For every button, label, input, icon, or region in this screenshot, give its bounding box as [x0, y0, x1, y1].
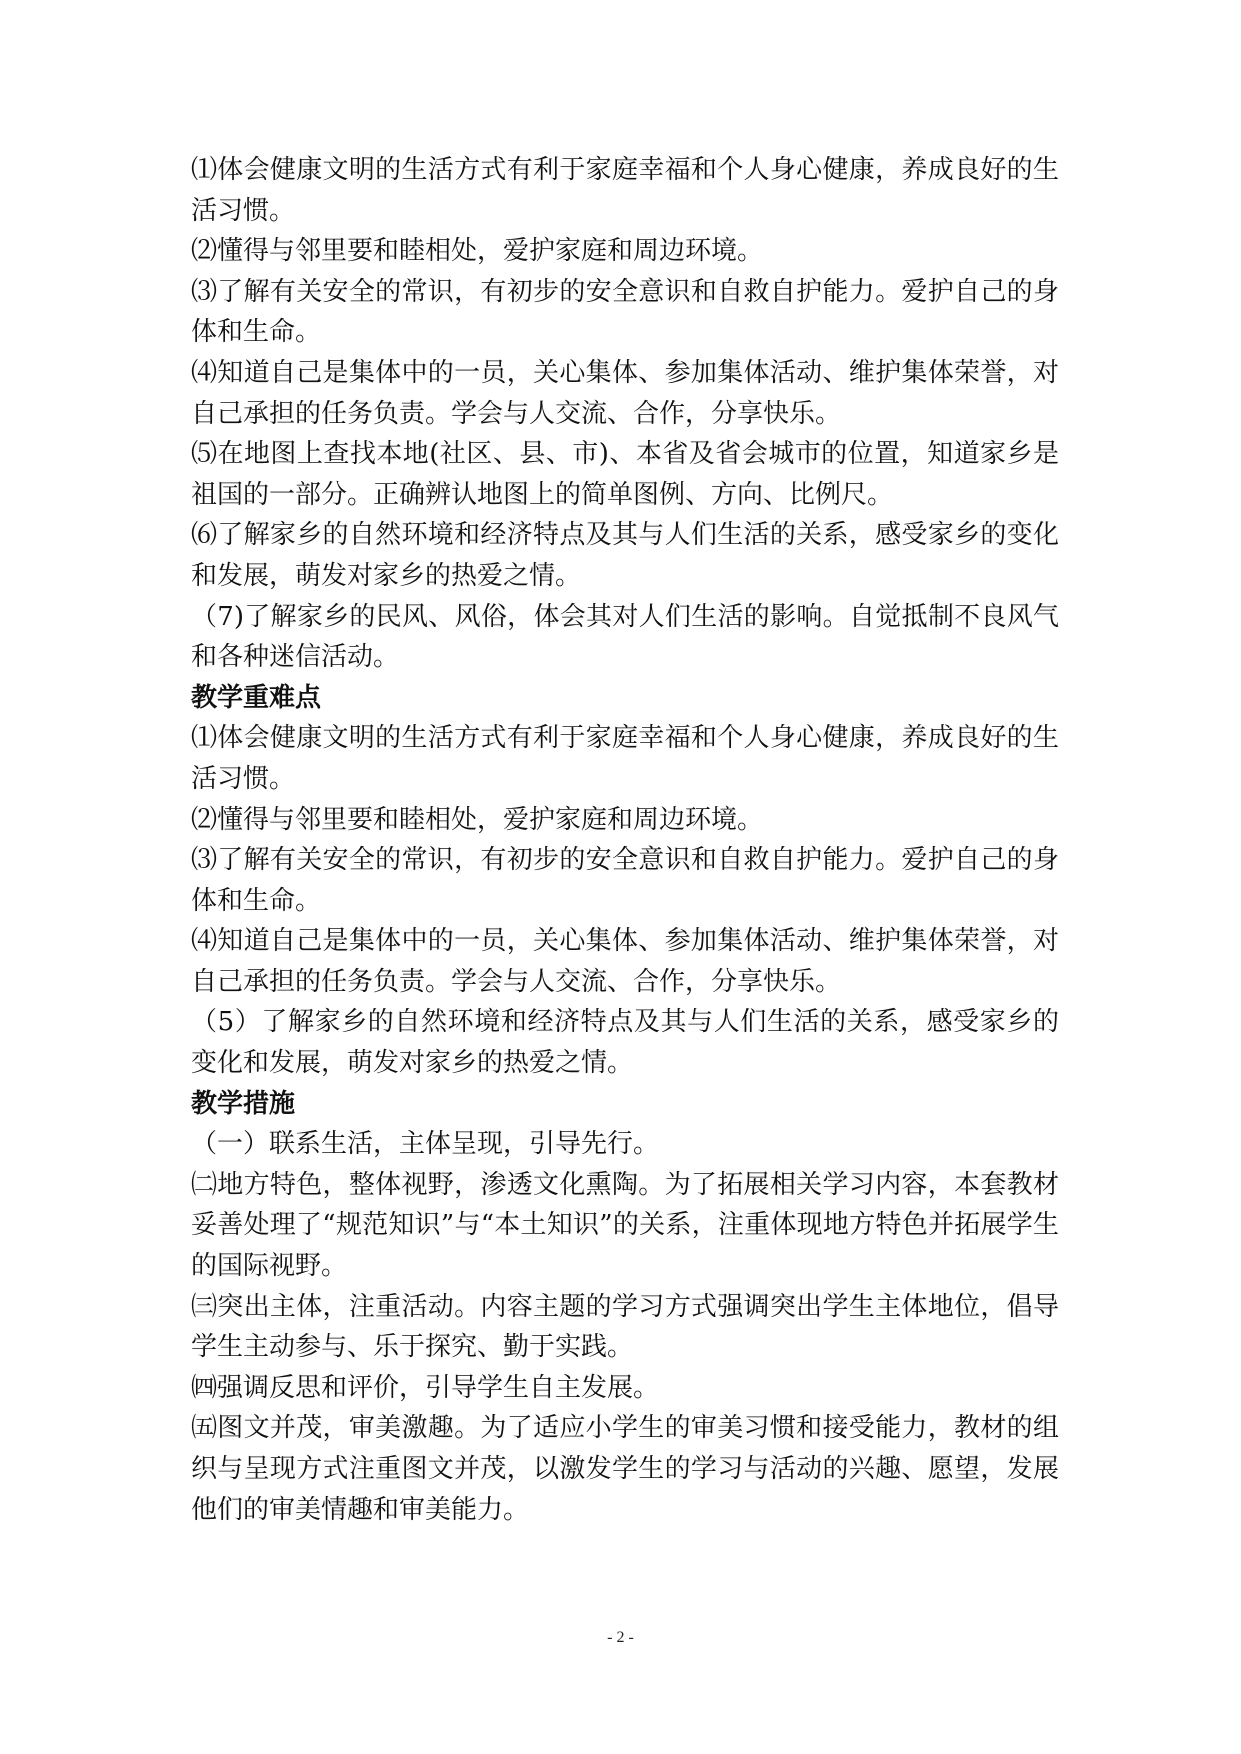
document-body [191, 150, 1086, 1530]
measure-5: ㈤图文并茂，审美激趣。为了适应小学生的审美习惯和接受能力，教材的组织与呈现方式注重图文并茂，以激发学生的学习与活动的兴趣、愿望，发展他们的审美情趣和审美能力。 [191, 1413, 1059, 1525]
goal-3: ⑶了解有关安全的常识，有初步的安全意识和自救自护能力。爱护自己的身体和生命。 [191, 276, 1059, 348]
goal-2: ⑵懂得与邻里要和睦相处，爱护家庭和周边环境。 [191, 236, 764, 267]
goal-4: ⑷知道自己是集体中的一员，关心集体、参加集体活动、维护集体荣誉，对自己承担的任务负责。学会与人交流、合作，分享快乐。 [191, 357, 1059, 429]
measures-heading: 教学措施 [191, 1088, 296, 1119]
goal-5: ⑸在地图上查找本地(社区、县、市)、本省及省会城市的位置，知道家乡是祖国的一部分。正确辨认地图上的简单图例、方向、比例尺。 [191, 439, 1059, 510]
key-points-heading: 教学重难点 [191, 682, 322, 713]
goal-7: （7)了解家乡的民风、风俗，体会其对人们生活的影响。自觉抵制不良风气 和各种迷信活动。 [191, 601, 1086, 673]
measure-4: ㈣强调反思和评价，引导学生自主发展。 [191, 1372, 660, 1403]
key-point-5: （5）了解家乡的自然环境和经济特点及其与人们生活的关系，感受家乡的变化和发展，萌发对家乡的热爱之情。 [191, 1007, 1059, 1079]
key-point-4: ⑷知道自己是集体中的一员，关心集体、参加集体活动、维护集体荣誉，对自己承担的任务负责。学会与人交流、合作，分享快乐。 [191, 926, 1059, 997]
goal-6: ⑹了解家乡的自然环境和经济特点及其与人们生活的关系，感受家乡的变化和发展，萌发对家乡的热爱之情。 [191, 520, 1059, 591]
goal-1: ⑴体会健康文明的生活方式有利于家庭幸福和个人身心健康，养成良好的生活习惯。 [191, 155, 1059, 226]
key-point-2: ⑵懂得与邻里要和睦相处，爱护家庭和周边环境。 [191, 804, 764, 835]
measure-1: （一）联系生活，主体呈现，引导先行。 [191, 1129, 660, 1160]
page-number: - 2 - [607, 1629, 634, 1646]
measure-3: ㈢突出主体，注重活动。内容主题的学习方式强调突出学生主体地位，倡导学生主动参与、乐于探究、勤于实践。 [191, 1291, 1059, 1363]
measure-2: ㈡地方特色，整体视野，渗透文化熏陶。为了拓展相关学习内容，本套教材妥善处理了“规范知识”与“本土知识”的关系，注重体现地方特色并拓展学生的国际视野。 [191, 1169, 1059, 1282]
key-point-1: ⑴体会健康文明的生活方式有利于家庭幸福和个人身心健康，养成良好的生活习惯。 [191, 723, 1059, 794]
key-point-3: ⑶了解有关安全的常识，有初步的安全意识和自救自护能力。爱护自己的身体和生命。 [191, 845, 1059, 916]
